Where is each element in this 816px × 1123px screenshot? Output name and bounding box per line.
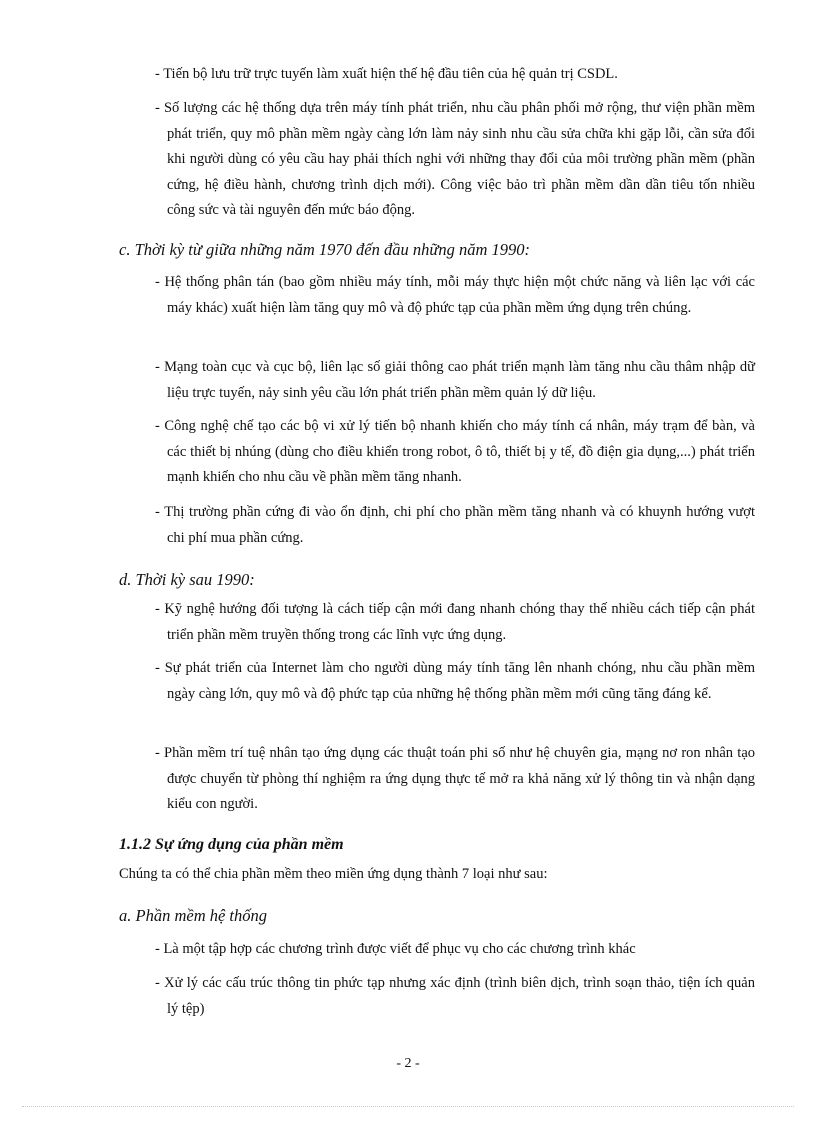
paragraph-object-oriented: - Kỹ nghệ hướng đối tượng là cách tiếp cận mới đang nhanh chóng thay thế nhiều cách tiếp cận phát triển phần mềm truyền thống trong các lĩnh vực ứng dụng. — [155, 601, 755, 643]
heading-section-1-1-2: 1.1.2 Sự ứng dụng của phần mềm — [119, 836, 344, 853]
paragraph-storage-online: - Tiến bộ lưu trữ trực tuyến làm xuất hiện thế hệ đầu tiên của hệ quản trị CSDL. — [155, 66, 618, 82]
heading-period-c: c. Thời kỳ từ giữa những năm 1970 đến đầu những năm 1990: — [119, 240, 530, 259]
paragraph-networks: - Mạng toàn cục và cục bộ, liên lạc số giải thông cao phát triển mạnh làm tăng nhu cầu thâm nhập dữ liệu trực tuyến, nảy sinh yêu cầu lớn phát triển phần mềm quản lý dữ liệu. — [155, 359, 755, 401]
paragraph-system-software-info: - Xử lý các cấu trúc thông tin phức tạp nhưng xác định (trình biên dịch, trình soạn thảo, tiện ích quản lý tệp) — [155, 975, 755, 1017]
page-bottom-divider — [22, 1106, 794, 1107]
paragraph-distributed-systems: - Hệ thống phân tán (bao gồm nhiều máy tính, mỗi máy thực hiện một chức năng và liên lạc với các máy khác) xuất hiện làm tăng quy mô và độ phức tạp của phần mềm ứng dụng trên chúng. — [155, 274, 755, 316]
page-number: - 2 - — [396, 1056, 420, 1071]
paragraph-system-software-def: - Là một tập hợp các chương trình được viết để phục vụ cho các chương trình khác — [155, 941, 636, 957]
section-intro-text: Chúng ta có thể chia phần mềm theo miền ứng dụng thành 7 loại như sau: — [119, 866, 548, 882]
paragraph-system-growth: - Số lượng các hệ thống dựa trên máy tính phát triển, nhu cầu phân phối mở rộng, thư viện phần mềm phát triển, quy mô phần mềm ngày càng lớn làm nảy sinh nhu cầu sửa chữa khi gặp lỗi, cần sửa đổi khi người dùng có yêu cầu hay phải thích nghi với những thay đổi của môi trường phần mềm (phần cứng, hệ điều hành, chương trình dịch mới). Công việc bảo trì phần mềm dần dần tiêu tốn nhiều công sức và tài nguyên đến mức báo động. — [155, 100, 755, 218]
paragraph-microprocessors: - Công nghệ chế tạo các bộ vi xử lý tiến bộ nhanh khiến cho máy tính cá nhân, máy trạm để bàn, và các thiết bị nhúng (dùng cho điều khiển trong robot, ô tô, thiết bị y tế, đồ điện gia dụng,...) phát triển mạnh khiến cho nhu cầu về phần mềm tăng nhanh. — [155, 418, 755, 485]
paragraph-internet: - Sự phát triển của Internet làm cho người dùng máy tính tăng lên nhanh chóng, nhu cầu phần mềm ngày càng lớn, quy mô và độ phức tạp của những hệ thống phần mềm mới cũng tăng đáng kể. — [155, 660, 755, 702]
paragraph-ai-software: - Phần mềm trí tuệ nhân tạo ứng dụng các thuật toán phi số như hệ chuyên gia, mạng nơ ron nhân tạo được chuyển từ phòng thí nghiệm ra ứng dụng thực tế mở ra khả năng xử lý thông tin và nhận dạng kiểu con người. — [155, 745, 755, 812]
paragraph-hardware-market: - Thị trường phần cứng đi vào ổn định, chi phí cho phần mềm tăng nhanh và có khuynh hướng vượt chi phí mua phần cứng. — [155, 504, 755, 546]
heading-period-d: d. Thời kỳ sau 1990: — [119, 570, 255, 589]
heading-system-software: a. Phần mềm hệ thống — [119, 906, 268, 925]
